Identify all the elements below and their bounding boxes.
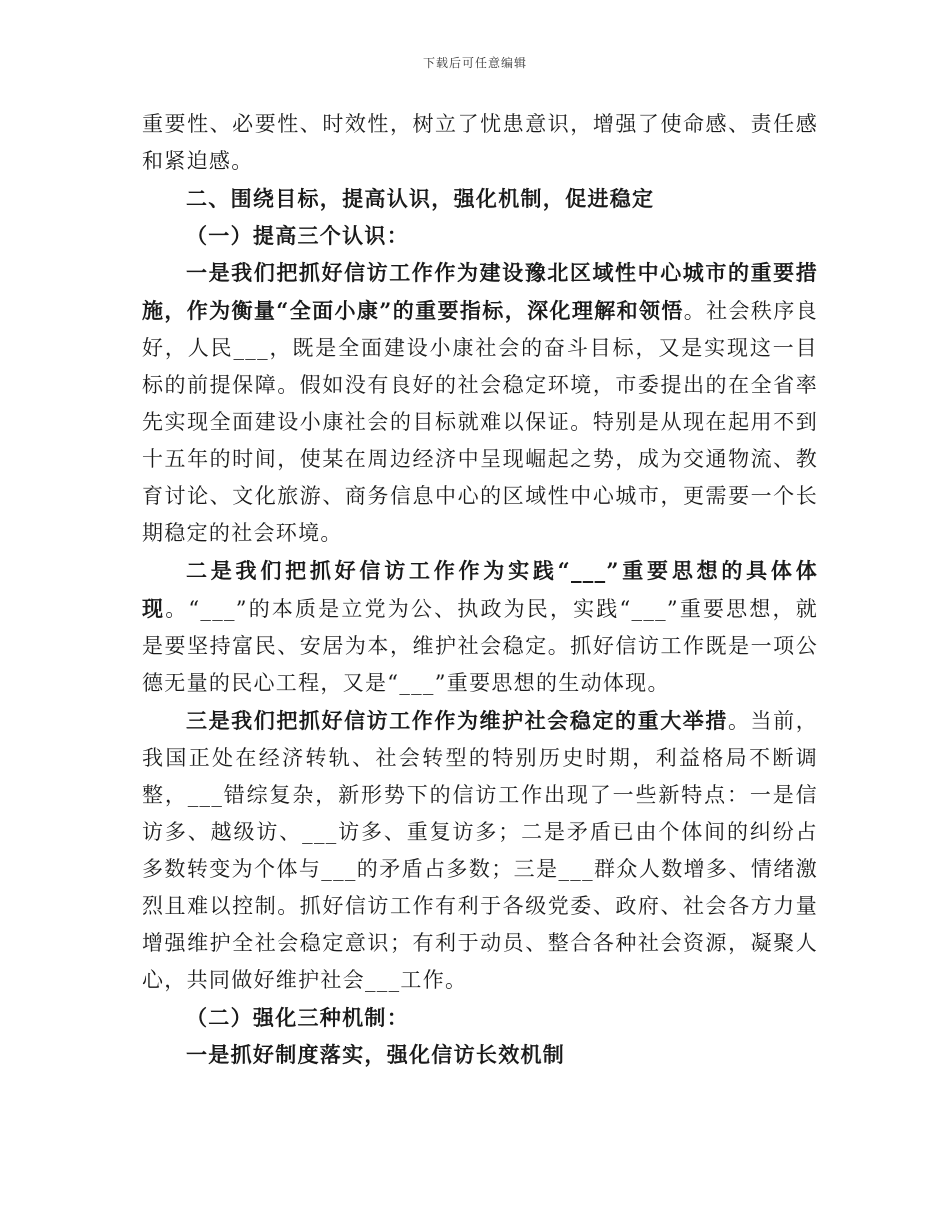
paragraph-body-text: 。当前，我国正处在经济转轨、社会转型的特别历史时期，利益格局不断调整，___错综复杂，新形势下的信访工作出现了一些新特点：一是信访多、越级访、___访多、重复访多；二是矛盾已由个体间的纠纷占多数转变为个体与___的矛盾占多数；三是___群众人数增多、情绪激烈且难以控制。抓好信访工作有利于各级党委、政府、社会各方力量增强维护全社会稳定意识；有利于动员、整合各种社会资源，凝聚人心，共同做好维护社会___工作。 bbox=[142, 709, 818, 992]
paragraph-body-text: 。“___”的本质是立党为公、执政为民，实践“___”重要思想，就是要坚持富民、安居为本，维护社会稳定。抓好信访工作既是一项公德无量的民心工程，又是“___”重要思想的生动体现。 bbox=[142, 597, 818, 695]
paragraph-body-text: 。社会秩序良好，人民___，既是全面建设小康社会的奋斗目标，又是实现这一目标的前提保障。假如没有良好的社会稳定环境，市委提出的在全省率先实现全面建设小康社会的目标就难以保证。特别是从现在起用不到十五年的时间，使某在周边经济中呈现崛起之势，成为交通物流、教育讨论、文化旅游、商务信息中心的区域性中心城市，更需要一个长期稳定的社会环境。 bbox=[142, 299, 818, 545]
point-heading: 一是抓好制度落实，强化信访长效机制 bbox=[186, 1042, 566, 1067]
paragraph-lead-text: 三是我们把抓好信访工作作为维护社会稳定的重大举措 bbox=[186, 708, 728, 733]
paragraph-continuation: 重要性、必要性、时效性，树立了忧患意识，增强了使命感、责任感和紧迫感。 bbox=[142, 112, 818, 173]
section-heading: 二、围绕目标，提高认识，强化机制，促进稳定 bbox=[186, 186, 655, 211]
subsection-heading: （二）强化三种机制： bbox=[186, 1005, 409, 1030]
subsection-heading: （一）提高三个认识： bbox=[186, 223, 409, 248]
paragraph-first-point bbox=[142, 254, 818, 552]
document-body bbox=[142, 106, 818, 1073]
paragraph-third-point bbox=[142, 702, 818, 999]
paragraph-lead-text: 二是我们把抓好信访工作作为实践“___”重要思想的具体体现 bbox=[142, 558, 818, 621]
paragraph-lead-text: 一是我们把抓好信访工作作为建设豫北区域性中心城市的重要措施，作为衡量“全面小康”的重要指标，深化理解和领悟 bbox=[142, 260, 818, 323]
paragraph-second-point bbox=[142, 552, 818, 702]
page-header: 下载后可任意编辑 bbox=[422, 56, 527, 70]
